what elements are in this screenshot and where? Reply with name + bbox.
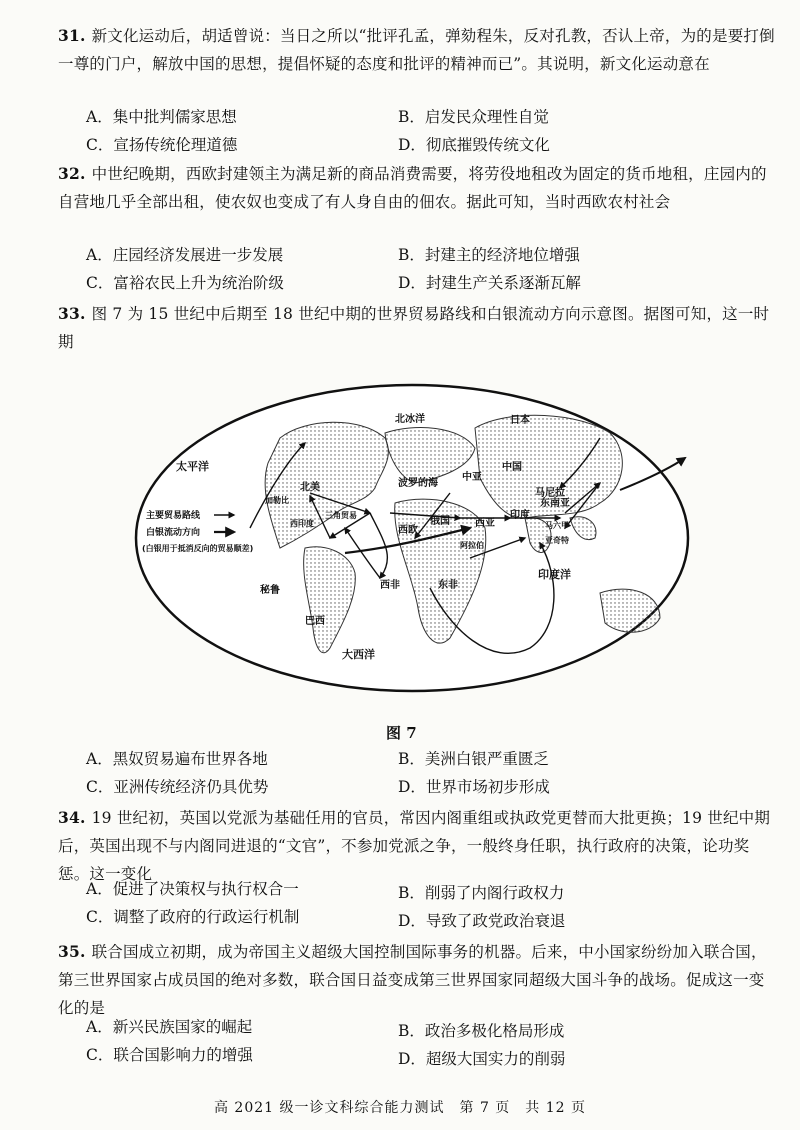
- label-indian-ocean: 印度洋: [538, 568, 571, 581]
- label-peru: 秘鲁: [260, 585, 280, 596]
- question-33: [58, 300, 778, 356]
- label-triangle-trade: 三角贸易: [325, 511, 357, 520]
- option-c[interactable]: C．富裕农民上升为统治阶级: [86, 274, 284, 292]
- option-d[interactable]: D．导致了政党政治衰退: [398, 912, 566, 930]
- label-brazil: 巴西: [305, 616, 325, 627]
- option-b[interactable]: B．封建主的经济地位增强: [398, 246, 580, 264]
- option-c[interactable]: C．亚洲传统经济仍具优势: [86, 778, 269, 796]
- label-arctic: 北冰洋: [395, 414, 425, 425]
- label-malacca: 马六甲: [545, 521, 569, 530]
- label-west-africa: 西非: [380, 580, 400, 591]
- legend-note: (白银用于抵消反向的贸易顺差): [142, 544, 254, 553]
- question-number: 34.: [58, 808, 86, 827]
- question-number: 35.: [58, 942, 86, 961]
- label-baltic: 波罗的海: [398, 478, 438, 489]
- question-number: 32.: [58, 164, 86, 183]
- figure-caption: 图 7: [386, 724, 417, 742]
- question-number: 33.: [58, 304, 86, 323]
- option-a[interactable]: A．黑奴贸易遍布世界各地: [86, 750, 268, 768]
- label-east-africa: 东非: [438, 580, 458, 591]
- label-north-america: 北美: [300, 482, 320, 493]
- label-arabia: 阿拉伯: [460, 541, 484, 550]
- label-china: 中国: [502, 462, 522, 473]
- label-pacific: 太平洋: [176, 460, 209, 473]
- option-c[interactable]: C．调整了政府的行政运行机制: [86, 908, 300, 926]
- option-d[interactable]: D．超级大国实力的削弱: [398, 1050, 566, 1068]
- label-india: 印度: [510, 510, 530, 521]
- option-d[interactable]: D．彻底摧毁传统文化: [398, 136, 550, 154]
- question-stem: 联合国成立初期，成为帝国主义超级大国控制国际事务的机器。后来，中小国家纷纷加入联合国，第三世界国家占成员国的绝对多数，联合国日益变成第三世界国家同超级大国斗争的战场。促成这一变化的是: [58, 943, 767, 1017]
- question-stem: 中世纪晚期，西欧封建领主为满足新的商品消费需要，将劳役地租改为固定的货币地租，庄园内的自营地几乎全部出租，使农奴也变成了有人身自由的佃农。据此可知，当时西欧农村社会: [58, 165, 767, 211]
- option-b[interactable]: B．启发民众理性自觉: [398, 108, 549, 126]
- question-31: [58, 22, 778, 78]
- question-number: 31.: [58, 26, 86, 45]
- legend-silver-label: 白银流动方向: [146, 528, 201, 538]
- label-caribbean: 加勒比: [265, 496, 289, 505]
- label-west-indies: 西印度: [290, 519, 314, 528]
- label-southeast-asia: 东南亚: [540, 498, 570, 509]
- legend-route-label: 主要贸易路线: [146, 511, 201, 521]
- option-d[interactable]: D．世界市场初步形成: [398, 778, 550, 796]
- option-a[interactable]: A．集中批判儒家思想: [86, 108, 237, 126]
- option-c[interactable]: C．联合国影响力的增强: [86, 1046, 253, 1064]
- option-d[interactable]: D．封建生产关系逐渐瓦解: [398, 274, 581, 292]
- label-japan: 日本: [510, 415, 530, 426]
- option-a[interactable]: A．促进了决策权与执行权合一: [86, 880, 299, 898]
- question-stem: 新文化运动后，胡适曾说：当日之所以“批评孔孟，弹劾程朱，反对孔教，否认上帝，为的是要打倒一尊的门户，解放中国的思想，提倡怀疑的态度和批评的精神而已”。其说明，新文化运动意在: [58, 27, 775, 73]
- label-atlantic: 大西洋: [342, 648, 375, 661]
- option-a[interactable]: A．庄园经济发展进一步发展: [86, 246, 284, 264]
- question-35: [58, 938, 778, 1022]
- option-b[interactable]: B．削弱了内阁行政权力: [398, 884, 565, 902]
- question-stem: 19 世纪初，英国以党派为基础任用的官员，常因内阁重组或执政党更替而大批更换；19 世纪中期后，英国出现不与内阁同进退的“文官”，不参加党派之争，一般终身任职，执行政府的决策，论功奖惩。这一变化: [58, 809, 771, 883]
- page-footer: 高 2021 级一诊文科综合能力测试 第 7 页 共 12 页: [213, 1100, 587, 1116]
- label-west-asia: 西亚: [475, 518, 495, 529]
- world-trade-map: [130, 378, 695, 698]
- option-c[interactable]: C．宣扬传统伦理道德: [86, 136, 238, 154]
- label-central-asia: 中亚: [462, 472, 482, 483]
- label-manila: 马尼拉: [535, 488, 565, 499]
- label-west-europe: 西欧: [398, 525, 418, 536]
- option-a[interactable]: A．新兴民族国家的崛起: [86, 1018, 253, 1036]
- question-stem: 图 7 为 15 世纪中后期至 18 世纪中期的世界贸易路线和白银流动方向示意图。据图可知，这一时期: [58, 305, 770, 351]
- option-b[interactable]: B．美洲白银严重匮乏: [398, 750, 549, 768]
- option-b[interactable]: B．政治多极化格局形成: [398, 1022, 565, 1040]
- label-russia: 俄国: [430, 516, 450, 527]
- question-32: [58, 160, 778, 216]
- label-java: 亚奇特: [545, 536, 569, 545]
